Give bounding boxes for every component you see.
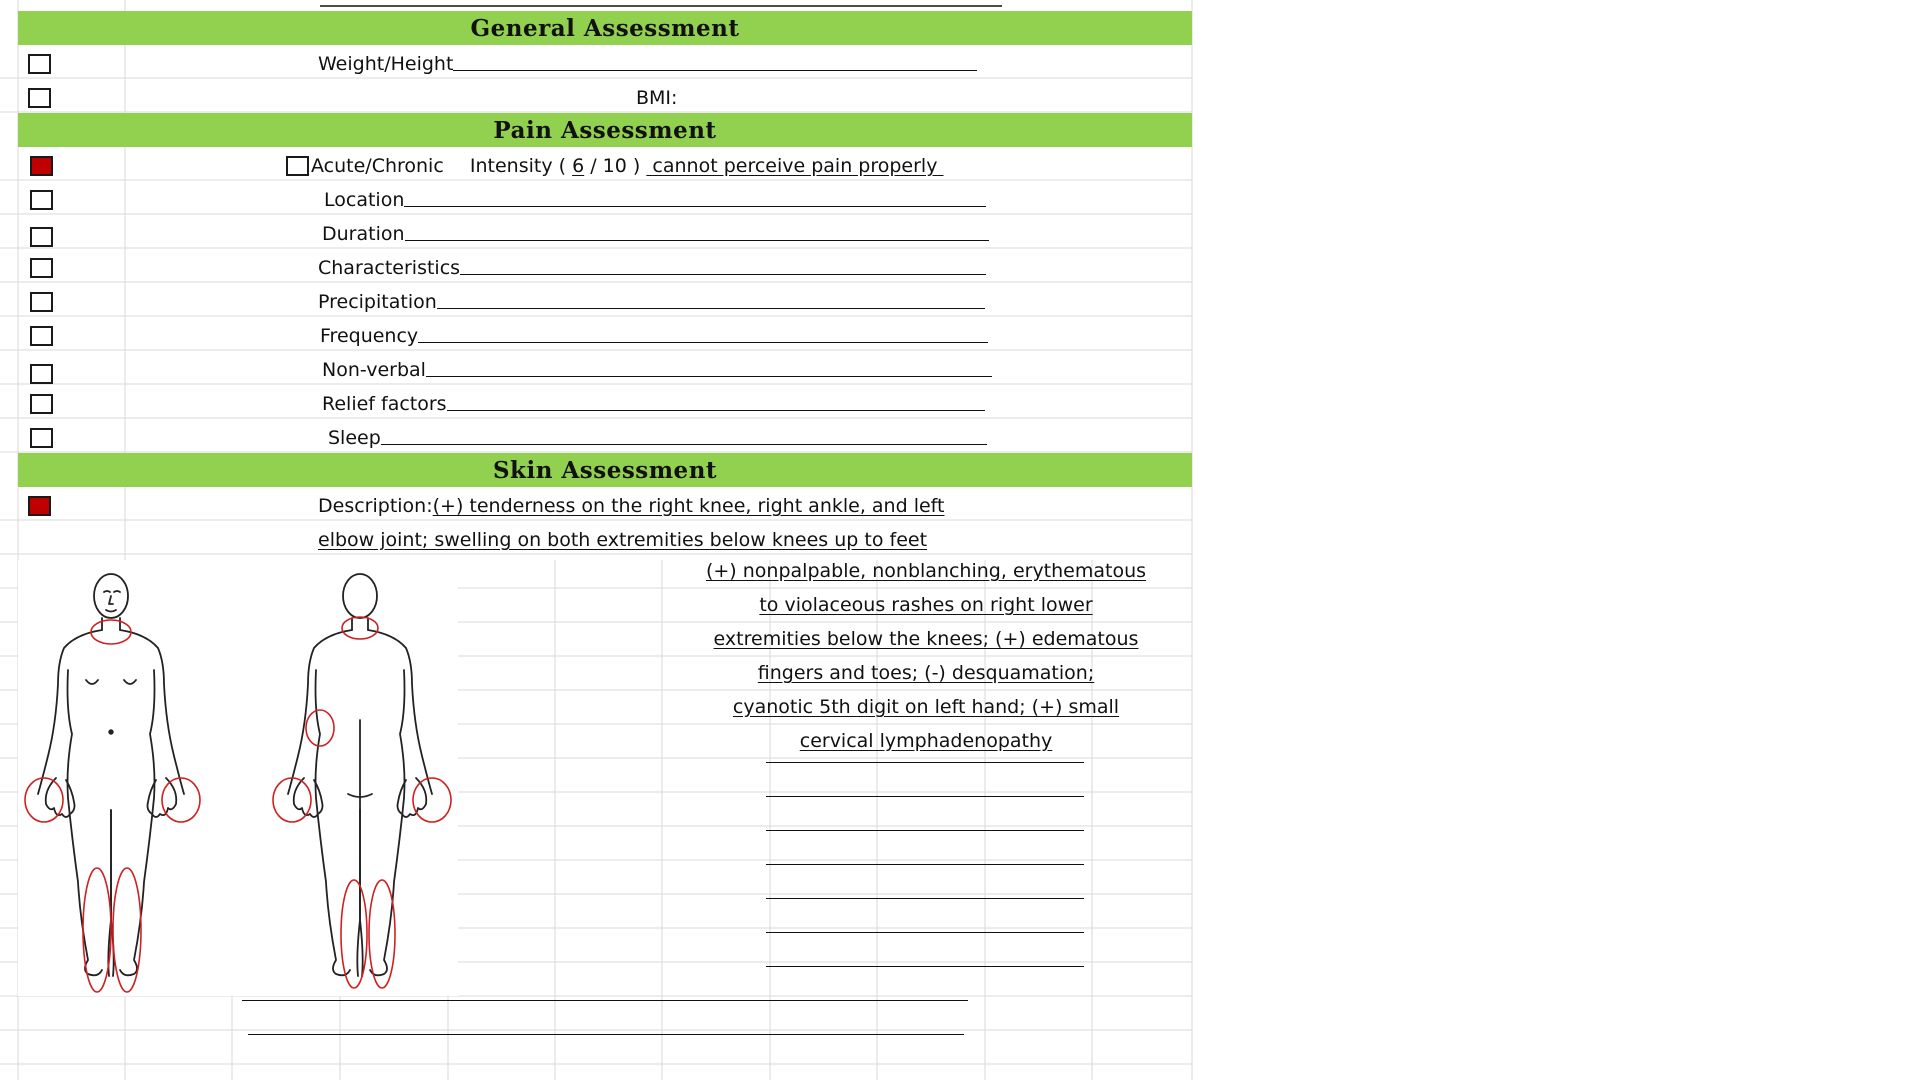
body-diagram xyxy=(18,560,458,996)
characteristics-label: Characteristics xyxy=(318,257,461,279)
duration-checkbox[interactable] xyxy=(30,227,53,247)
weight-height-label: Weight/Height xyxy=(318,53,454,75)
bmi-label: BMI: xyxy=(636,87,678,109)
skin-side-line-3: extremities below the knees; (+) edematous xyxy=(713,628,1139,650)
acute-chronic-label: Acute/Chronic xyxy=(311,155,444,177)
blank-line-4[interactable] xyxy=(766,864,1084,865)
duration-input-line[interactable] xyxy=(405,220,989,241)
location-input-line[interactable] xyxy=(404,186,986,207)
description-line-1: (+) tenderness on the right knee, right ankle, and left xyxy=(432,495,945,517)
non-verbal-field[interactable] xyxy=(322,356,992,384)
skin-side-line-5: cyanotic 5th digit on left hand; (+) small xyxy=(732,696,1120,718)
characteristics-input-line[interactable] xyxy=(460,254,986,275)
relief-factors-label: Relief factors xyxy=(322,393,447,415)
skin-side-line-2: to violaceous rashes on right lower xyxy=(759,594,1093,616)
blank-line-6[interactable] xyxy=(766,932,1084,933)
skin-side-line-6: cervical lymphadenopathy xyxy=(799,730,1053,752)
skin-side-line-1: (+) nonpalpable, nonblanching, erythematous xyxy=(705,560,1147,582)
blank-line-7[interactable] xyxy=(766,966,1084,967)
weight-height-checkbox[interactable] xyxy=(28,54,51,74)
weight-height-field[interactable] xyxy=(318,50,977,78)
frequency-label: Frequency xyxy=(320,325,419,347)
skin-assessment-header: Skin Assessment xyxy=(18,453,1192,487)
location-label: Location xyxy=(324,189,405,211)
non-verbal-input-line[interactable] xyxy=(426,356,992,377)
blank-line-2[interactable] xyxy=(766,796,1084,797)
bottom-blank-line-2[interactable] xyxy=(248,1034,964,1035)
intensity-prefix: Intensity ( xyxy=(469,155,567,177)
precipitation-label: Precipitation xyxy=(318,291,437,313)
skin-side-line-4: fingers and toes; (-) desquamation; xyxy=(757,662,1095,684)
intensity-suffix: / 10 ) xyxy=(590,155,641,177)
sleep-label: Sleep xyxy=(328,427,381,449)
weight-height-input-line[interactable] xyxy=(453,50,977,71)
blank-line-1[interactable] xyxy=(766,762,1084,763)
general-assessment-header: General Assessment xyxy=(18,11,1192,45)
blank-line-5[interactable] xyxy=(766,898,1084,899)
location-field[interactable] xyxy=(324,186,986,214)
intensity-value[interactable]: 6 xyxy=(572,155,585,177)
sleep-checkbox[interactable] xyxy=(30,428,53,448)
intensity-row xyxy=(311,152,944,180)
intensity-note: cannot perceive pain properly xyxy=(652,155,938,177)
sleep-field[interactable] xyxy=(328,424,987,452)
sleep-input-line[interactable] xyxy=(381,424,987,445)
relief-factors-field[interactable] xyxy=(322,390,985,418)
characteristics-checkbox[interactable] xyxy=(30,258,53,278)
blank-line-3[interactable] xyxy=(766,830,1084,831)
duration-label: Duration xyxy=(322,223,405,245)
precipitation-input-line[interactable] xyxy=(437,288,985,309)
pain-checkbox-checked[interactable] xyxy=(30,156,53,176)
relief-factors-checkbox[interactable] xyxy=(30,394,53,414)
frequency-input-line[interactable] xyxy=(418,322,988,343)
description-label: Description: xyxy=(318,495,433,517)
precipitation-checkbox[interactable] xyxy=(30,292,53,312)
bmi-checkbox[interactable] xyxy=(28,88,51,108)
duration-field[interactable] xyxy=(322,220,989,248)
non-verbal-label: Non-verbal xyxy=(322,359,426,381)
description-line-2: elbow joint; swelling on both extremities below knees up to feet xyxy=(318,529,928,551)
pain-assessment-header: Pain Assessment xyxy=(18,113,1192,147)
relief-factors-input-line[interactable] xyxy=(447,390,985,411)
frequency-checkbox[interactable] xyxy=(30,326,53,346)
skin-description-row xyxy=(318,492,944,520)
characteristics-field[interactable] xyxy=(318,254,986,282)
frequency-field[interactable] xyxy=(320,322,988,350)
acute-chronic-checkbox[interactable] xyxy=(286,156,309,176)
non-verbal-checkbox[interactable] xyxy=(30,364,53,384)
precipitation-field[interactable] xyxy=(318,288,985,316)
location-checkbox[interactable] xyxy=(30,190,53,210)
bottom-blank-line-1[interactable] xyxy=(242,1000,968,1001)
skin-checkbox-checked[interactable] xyxy=(28,496,51,516)
